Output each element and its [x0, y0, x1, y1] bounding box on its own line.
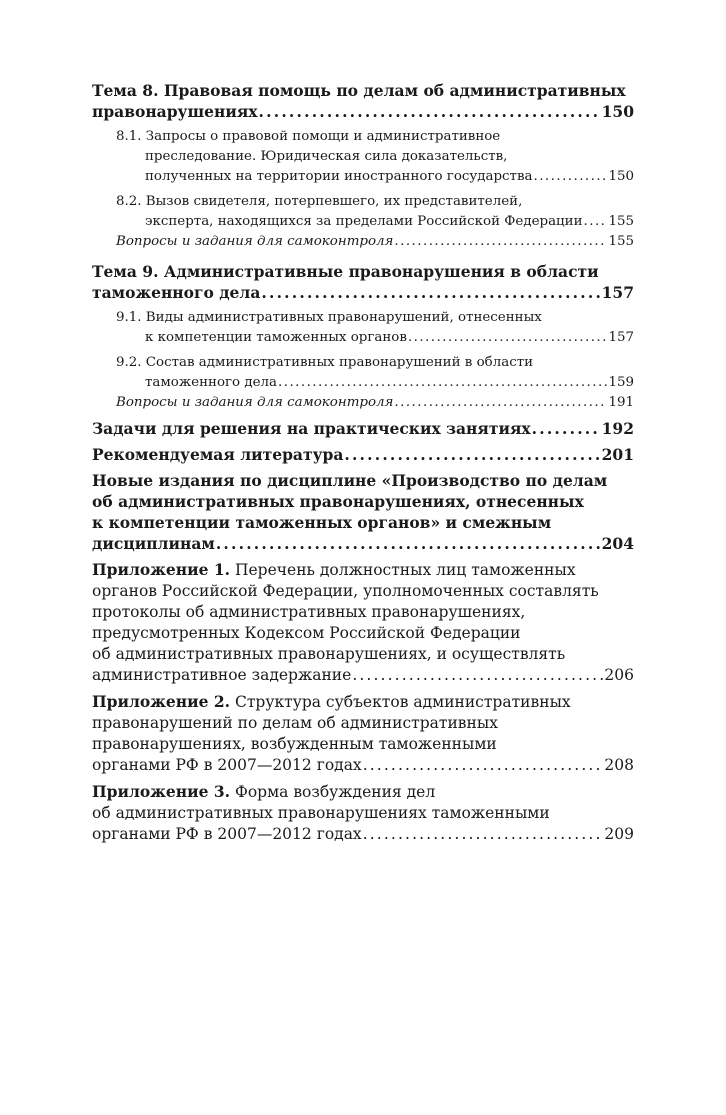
toc-entry-appendix-2[interactable] — [92, 691, 634, 776]
page-number: 209 — [604, 825, 634, 843]
entry-title-line: эксперта, находящихся за пределами Российской Федерации — [145, 214, 583, 229]
page-number: 206 — [604, 666, 634, 684]
entry-title-line: Перечень должностных лиц таможенных — [234, 561, 576, 579]
dot-leader — [363, 755, 604, 776]
dot-leader — [534, 167, 608, 187]
page-number: 208 — [604, 756, 634, 774]
entry-title-line: органами РФ в 2007—2012 годах — [92, 825, 362, 843]
toc-entry-8-2[interactable] — [92, 192, 634, 232]
entry-title-line: Вопросы и задания для самоконтроля — [116, 234, 394, 249]
entry-title-line: преследование. Юридическая сила доказательств, — [145, 149, 508, 164]
dot-leader — [363, 824, 604, 845]
entry-title-line: протоколы об административных правонарушениях, — [92, 603, 526, 621]
entry-title-line: Структура субъектов административных — [234, 693, 571, 711]
entry-title-line: предусмотренных Кодексом Российской Федерации — [92, 624, 521, 642]
entry-title-line: об административных правонарушениях таможенными — [92, 804, 550, 822]
page-number: 155 — [608, 214, 634, 229]
dot-leader — [532, 418, 601, 439]
entry-title-line: Тема 8. Правовая помощь по делам об административных — [92, 81, 626, 100]
appendix-label: Приложение 2. — [92, 692, 231, 711]
toc-entry-9-1[interactable] — [92, 308, 634, 348]
dot-leader — [584, 212, 608, 232]
page-number: 201 — [601, 445, 634, 464]
toc-entry-9-questions[interactable] — [92, 393, 634, 413]
entry-title-line: правонарушений по делам об административных — [92, 714, 498, 732]
appendix-label: Приложение 3. — [92, 782, 231, 801]
entry-title-line: органов Российской Федерации, уполномоченных составлять — [92, 582, 599, 600]
toc-entry-8-1[interactable] — [92, 127, 634, 187]
toc-entry-new-editions[interactable] — [92, 470, 634, 554]
dot-leader — [259, 101, 601, 122]
dot-leader — [216, 533, 601, 554]
entry-title-line: таможенного дела — [92, 283, 261, 302]
entry-title-line: Новые издания по дисциплине «Производство по делам — [92, 471, 608, 490]
table-of-contents — [92, 80, 634, 845]
page-number: 191 — [608, 395, 634, 410]
dot-leader — [278, 373, 607, 393]
toc-entry-8-questions[interactable] — [92, 232, 634, 252]
page-number: 159 — [608, 375, 634, 390]
entry-title-line: Вопросы и задания для самоконтроля — [116, 395, 394, 410]
entry-title-line: об административных правонарушениях, и осуществлять — [92, 645, 566, 663]
entry-title-line: Форма возбуждения дел — [234, 783, 436, 801]
toc-entry-appendix-3[interactable] — [92, 781, 634, 845]
page-number: 150 — [608, 169, 634, 184]
toc-entry-tasks[interactable] — [92, 418, 634, 439]
dot-leader — [394, 232, 607, 252]
dot-leader — [352, 665, 603, 686]
page-number: 192 — [601, 419, 634, 438]
toc-entry-appendix-1[interactable] — [92, 559, 634, 686]
entry-title-line: полученных на территории иностранного государства — [145, 169, 533, 184]
entry-title-line: административное задержание — [92, 666, 352, 684]
appendix-label: Приложение 1. — [92, 560, 231, 579]
entry-title-line: 8.2. Вызов свидетеля, потерпевшего, их представителей, — [116, 194, 523, 209]
page-number: 157 — [608, 330, 634, 345]
toc-entry-9-2[interactable] — [92, 353, 634, 393]
toc-entry-literature[interactable] — [92, 444, 634, 465]
entry-title-line: Тема 9. Административные правонарушения в области — [92, 262, 599, 281]
entry-title-line: 9.2. Состав административных правонарушений в области — [116, 355, 534, 370]
page-number: 204 — [601, 534, 634, 553]
page-number: 150 — [601, 102, 634, 121]
entry-title-line: органами РФ в 2007—2012 годах — [92, 756, 362, 774]
entry-title-line: Рекомендуемая литература — [92, 445, 344, 464]
entry-title-line: об административных правонарушениях, отнесенных — [92, 492, 584, 511]
entry-title-line: Задачи для решения на практических занятиях — [92, 419, 531, 438]
toc-entry-topic-9[interactable] — [92, 261, 634, 303]
entry-title-line: правонарушениях — [92, 102, 258, 121]
page-number: 157 — [601, 283, 634, 302]
entry-title-line: к компетенции таможенных органов — [145, 330, 407, 345]
entry-title-line: правонарушениях, возбужденным таможенными — [92, 735, 497, 753]
entry-title-line: таможенного дела — [145, 375, 278, 390]
dot-leader — [344, 444, 600, 465]
dot-leader — [408, 328, 608, 348]
dot-leader — [394, 393, 607, 413]
dot-leader — [261, 282, 600, 303]
entry-title-line: 8.1. Запросы о правовой помощи и административное — [116, 129, 501, 144]
page-number: 155 — [608, 234, 634, 249]
entry-title-line: к компетенции таможенных органов» и смежным — [92, 513, 552, 532]
entry-title-line: дисциплинам — [92, 534, 215, 553]
entry-title-line: 9.1. Виды административных правонарушений, отнесенных — [116, 310, 542, 325]
toc-entry-topic-8[interactable] — [92, 80, 634, 122]
